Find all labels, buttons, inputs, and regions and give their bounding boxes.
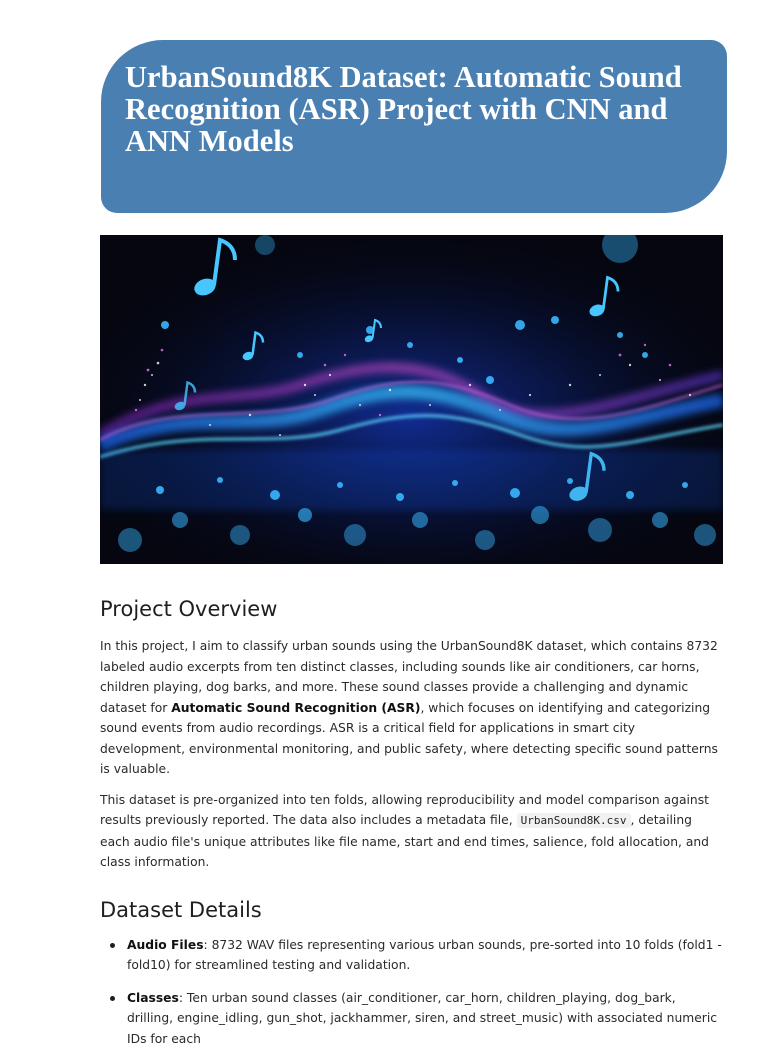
- asr-term: Automatic Sound Recognition (ASR): [171, 700, 421, 715]
- section-heading-project-overview: Project Overview: [100, 597, 278, 621]
- page-title: UrbanSound8K Dataset: Automatic Sound Recognition (ASR) Project with CNN and ANN Models: [125, 60, 682, 158]
- list-item-label: Audio Files: [127, 937, 204, 952]
- overview-paragraph-1: [100, 636, 723, 780]
- list-item-text: : 8732 WAV files representing various urban sounds, pre-sorted into 10 folds (fold1 - fold10) for streamlined testing and validation.: [127, 937, 722, 972]
- title-banner: [101, 40, 727, 213]
- overview-paragraph-2: [100, 790, 723, 873]
- hero-image: [100, 235, 723, 564]
- overview-text-1a: In this project, I aim to classify urban sounds using the UrbanSound8K dataset, which contains 8732 labeled audio excerpts from ten distinct classes, including sounds like air conditioners, car horns, children playing, dog barks, and more. These sound classes provide a challenging and dynamic dataset for: [100, 639, 718, 715]
- overview-text-2b: , detailing each audio file's unique attributes like file name, start and end times, salience, fold allocation, and class information.: [100, 813, 709, 869]
- overview-text-1b: , which focuses on identifying and categorizing sound events from audio recordings. ASR is a critical field for applications in smart city development, environmental monitoring, and public safety, where detecting specific sound patterns is valuable.: [100, 700, 718, 776]
- dataset-details-list: [100, 935, 723, 1050]
- overview-text-2a: This dataset is pre-organized into ten folds, allowing reproducibility and model comparison against results previously reported. The data also includes a metadata file,: [100, 792, 709, 827]
- list-item-label: Classes: [127, 990, 179, 1005]
- list-item: [127, 935, 723, 976]
- section-heading-dataset-details: Dataset Details: [100, 897, 262, 922]
- list-item-text: : Ten urban sound classes (air_conditioner, car_horn, children_playing, dog_bark, drilling, engine_idling, gun_shot, jackhammer, siren, and street_music) with associated numeric IDs for each: [127, 990, 718, 1046]
- sound-wave-illustration: [100, 235, 723, 564]
- metadata-filename: UrbanSound8K.csv: [517, 813, 631, 828]
- list-item: [127, 988, 723, 1050]
- article-body: [100, 592, 723, 1061]
